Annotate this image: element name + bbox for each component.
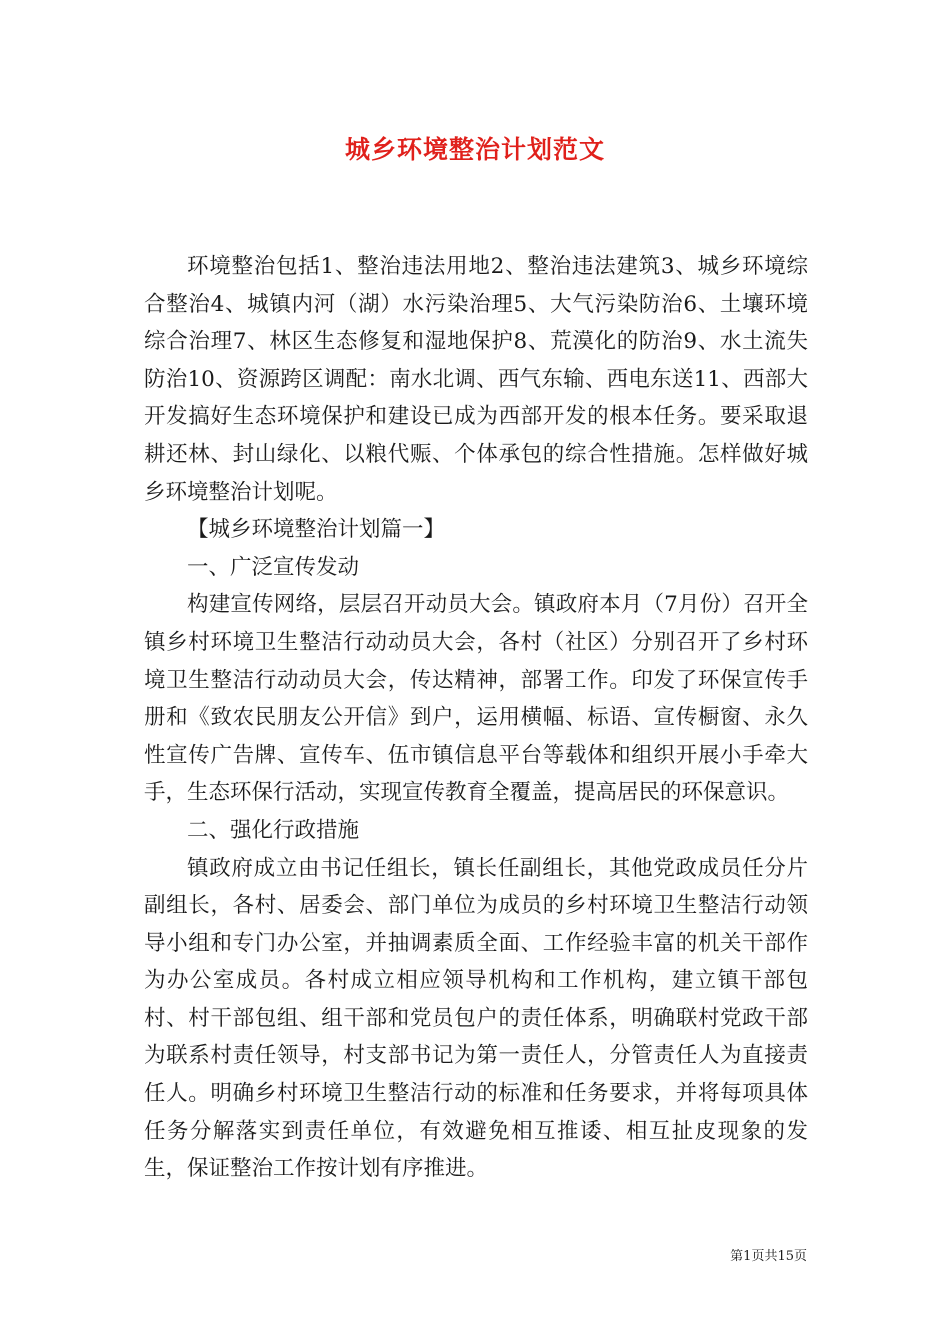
paragraph-publicity: 构建宣传网络，层层召开动员大会。镇政府本月（7月份）召开全镇乡村环境卫生整洁行动动员大会，各村（社区）分别召开了乡村环境卫生整洁行动动员大会，传达精神，部署工作。印发了环保宣传手册和《致农民朋友公开信》到户，运用横幅、标语、宣传橱窗、永久性宣传广告牌、宣传车、伍市镇信息平台等载体和组织开展小手牵大手，生态环保行活动，实现宣传教育全覆盖，提高居民的环保意识。 [144, 592, 808, 806]
section-heading-part-one: 【城乡环境整治计划篇一】 [187, 517, 446, 543]
document-title: 城乡环境整治计划范文 [344, 135, 605, 164]
paragraph-administrative-measures: 镇政府成立由书记任组长，镇长任副组长，其他党政成员任分片副组长，各村、居委会、部门单位为成员的乡村环境卫生整洁行动领导小组和专门办公室，并抽调素质全面、工作经验丰富的机关干部作为办公室成员。各村成立相应领导机构和工作机构，建立镇干部包村、村干部包组、组干部和党员包户的责任体系，明确联村党政干部为联系村责任领导，村支部书记为第一责任人，分管责任人为直接责任人。明确乡村环境卫生整洁行动的标准和任务要求，并将每项具体任务分解落实到责任单位，有效避免相互推诿、相互扯皮现象的发生，保证整治工作按计划有序推进。 [144, 855, 808, 1182]
paragraph-intro: 环境整治包括1、整治违法用地2、整治违法建筑3、城乡环境综合整治4、城镇内河（湖）水污染治理5、大气污染防治6、土壤环境综合治理7、林区生态修复和湿地保护8、荒漠化的防治9、水土流失防治10、资源跨区调配：南水北调、西气东输、西电东送11、西部大开发搞好生态环境保护和建设已成为西部开发的根本任务。要采取退耕还林、封山绿化、以粮代赈、个体承包的综合性措施。怎样做好城乡环境整治计划呢。 [144, 254, 808, 505]
heading-administrative-measures: 二、强化行政措施 [187, 817, 360, 843]
page-number: 第1页共15页 [730, 1249, 807, 1264]
document-body [144, 248, 808, 1188]
heading-publicity: 一、广泛宣传发动 [187, 554, 360, 580]
